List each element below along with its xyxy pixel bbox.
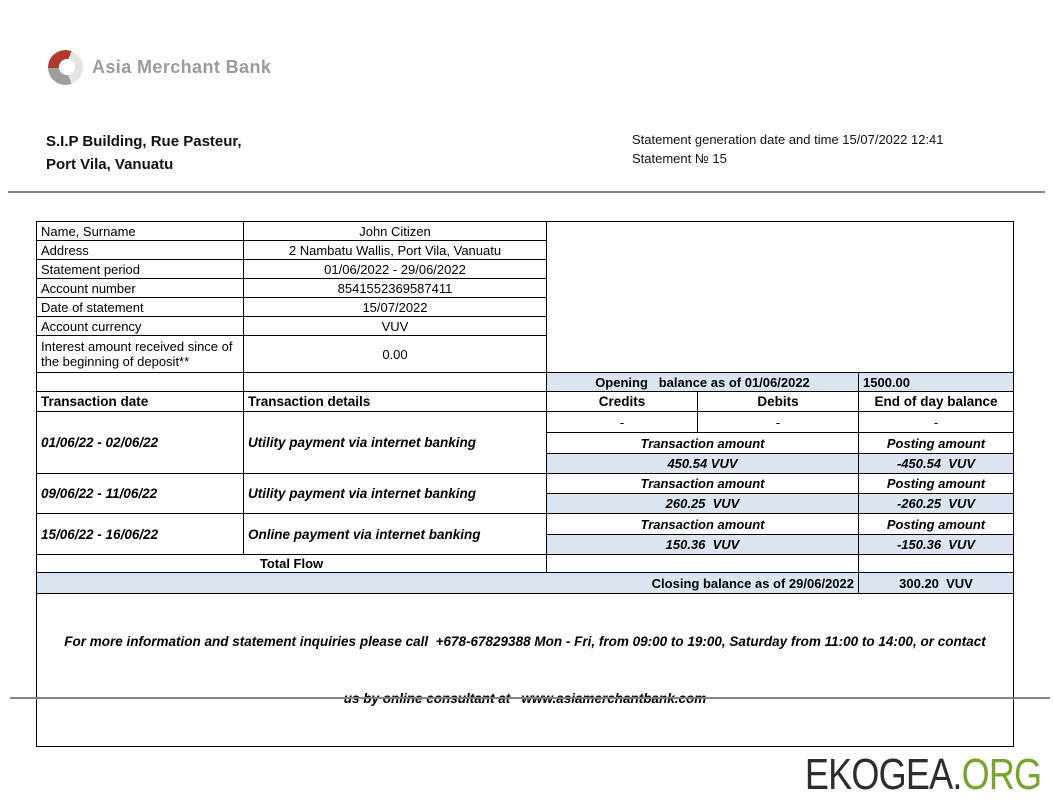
statement-generation-line: Statement generation date and time 15/07/2022 12:41 xyxy=(632,132,944,147)
transaction-amount-value: 150.36 VUV xyxy=(547,535,859,555)
transaction-details: Utility payment via internet banking xyxy=(244,474,547,514)
closing-balance-label: Closing balance as of 29/06/2022 xyxy=(37,573,859,594)
bank-name: Asia Merchant Bank xyxy=(92,57,272,77)
site-watermark-dark: EKOGEA. xyxy=(804,750,962,799)
transaction-amount-value: 260.25 VUV xyxy=(547,494,859,514)
col-header-transaction-details: Transaction details xyxy=(244,392,547,412)
header-divider xyxy=(8,191,1045,193)
empty-cell xyxy=(859,555,1014,573)
transactions-header-row xyxy=(37,392,1014,412)
closing-balance-row xyxy=(37,573,1014,594)
bank-logo-icon xyxy=(48,50,83,85)
transaction-amount-value: 450.54 VUV xyxy=(547,454,859,474)
col-header-transaction-date: Transaction date xyxy=(37,392,244,412)
account-info-label: Statement period xyxy=(37,260,244,279)
footer-divider xyxy=(10,697,1050,699)
account-info-value: 0.00 xyxy=(244,336,547,373)
transaction-details: Utility payment via internet banking xyxy=(244,412,547,474)
credits-dash: - xyxy=(547,412,698,433)
empty-cell xyxy=(37,373,244,392)
posting-amount-value: -150.36 VUV xyxy=(859,535,1014,555)
site-watermark-green: ORG xyxy=(961,750,1041,799)
opening-balance-label: Opening balance as of 01/06/2022 xyxy=(547,373,859,392)
empty-region xyxy=(547,222,1014,373)
transaction-row xyxy=(37,412,1014,433)
account-info-value: 8541552369587411 xyxy=(244,279,547,298)
footer-note-row xyxy=(37,594,1014,747)
total-flow-row xyxy=(37,555,1014,573)
total-flow-label: Total Flow xyxy=(37,555,547,573)
closing-balance-value: 300.20 VUV xyxy=(859,573,1014,594)
col-header-debits: Debits xyxy=(698,392,859,412)
bank-address-line2: Port Vila, Vanuatu xyxy=(46,156,174,173)
account-info-value: 01/06/2022 - 29/06/2022 xyxy=(244,260,547,279)
transaction-amount-label: Transaction amount xyxy=(547,514,859,535)
account-info-value: 2 Nambatu Wallis, Port Vila, Vanuatu xyxy=(244,241,547,260)
transaction-date: 09/06/22 - 11/06/22 xyxy=(37,474,244,514)
transaction-row xyxy=(37,474,1014,494)
transaction-row xyxy=(37,514,1014,535)
account-info-label: Account currency xyxy=(37,317,244,336)
col-header-credits: Credits xyxy=(547,392,698,412)
posting-amount-label: Posting amount xyxy=(859,474,1014,494)
account-info-label: Address xyxy=(37,241,244,260)
account-info-value: 15/07/2022 xyxy=(244,298,547,317)
footer-note-line1: For more information and statement inquiries please call +678-67829388 Mon - Fri, from 09:00 to 19:00, Saturday from 11:00 to 14:00, or contact xyxy=(64,634,986,649)
account-info-value: John Citizen xyxy=(244,222,547,241)
empty-cell xyxy=(547,555,859,573)
account-info-label: Interest amount received since of the beginning of deposit** xyxy=(37,336,244,373)
posting-amount-label: Posting amount xyxy=(859,433,1014,454)
account-info-row xyxy=(37,222,1014,241)
account-info-label: Name, Surname xyxy=(37,222,244,241)
empty-cell xyxy=(244,373,547,392)
opening-balance-row xyxy=(37,373,1014,392)
debits-dash: - xyxy=(698,412,859,433)
transaction-details: Online payment via internet banking xyxy=(244,514,547,555)
site-watermark xyxy=(805,750,1041,800)
transaction-amount-label: Transaction amount xyxy=(547,474,859,494)
account-info-label: Date of statement xyxy=(37,298,244,317)
transaction-date: 15/06/22 - 16/06/22 xyxy=(37,514,244,555)
opening-balance-value: 1500.00 xyxy=(859,373,1014,392)
balance-dash: - xyxy=(859,412,1014,433)
transaction-date: 01/06/22 - 02/06/22 xyxy=(37,412,244,474)
col-header-end-of-day-balance: End of day balance xyxy=(859,392,1014,412)
account-info-value: VUV xyxy=(244,317,547,336)
bank-address-line1: S.I.P Building, Rue Pasteur, xyxy=(46,133,242,150)
posting-amount-value: -260.25 VUV xyxy=(859,494,1014,514)
statement-number: Statement № 15 xyxy=(632,151,727,166)
statement-meta xyxy=(632,130,944,168)
posting-amount-label: Posting amount xyxy=(859,514,1014,535)
footer-note xyxy=(37,594,1014,747)
account-info-label: Account number xyxy=(37,279,244,298)
bank-logo xyxy=(48,50,271,85)
statement-table xyxy=(36,221,1014,747)
transaction-amount-label: Transaction amount xyxy=(547,433,859,454)
bank-address xyxy=(46,130,242,176)
posting-amount-value: -450.54 VUV xyxy=(859,454,1014,474)
